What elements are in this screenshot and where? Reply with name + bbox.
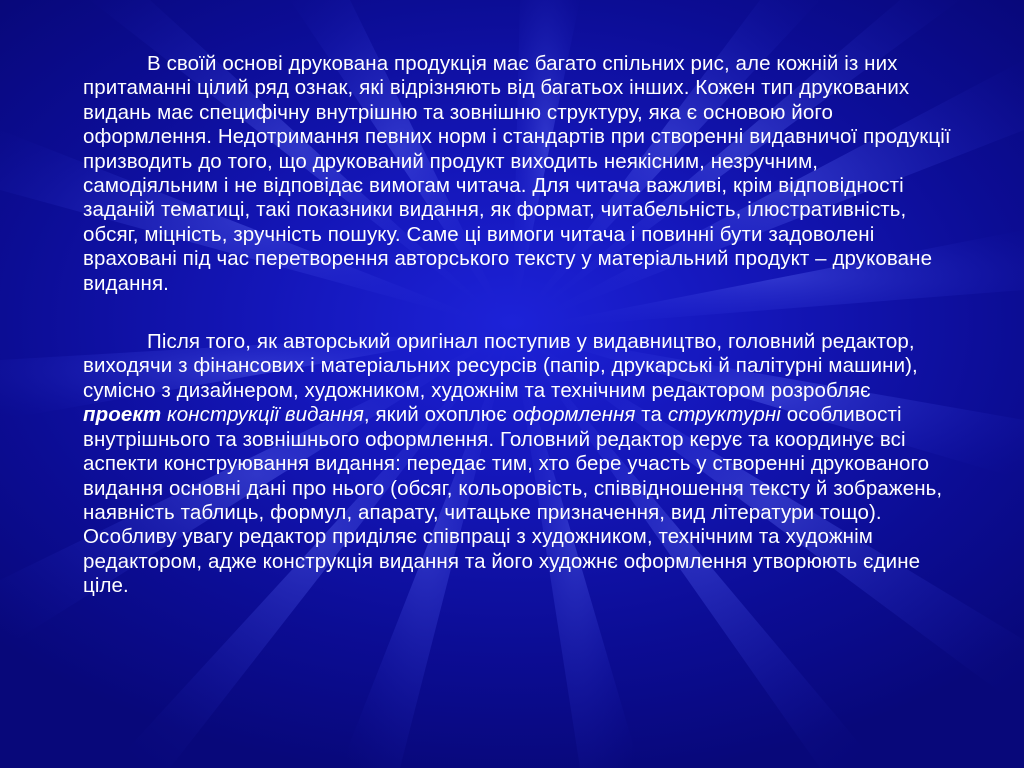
slide-body (83, 52, 953, 599)
term-konstruktsii-vydannia: конструкції видання (166, 403, 364, 427)
term-strukturni: структурні (667, 403, 781, 427)
paragraph-2-text-2: , який охоплює (363, 403, 513, 427)
paragraph-1: В своїй основі друкована продукція має багато спільних рис, але кожній із них притаманні цілий ряд ознак, які відрізняють від багатьох інших. Кожен тип друкованих видань має специфічну внутрішню та зовнішню структуру, яка є основою його оформлення. Недотримання певних норм і стандартів при створенні видавничої продукції призводить до того, що друкований продукт виходить неякісним, незручним, самодіяльним і не відповідає вимогам читача. Для читача важливі, крім відповідності заданій тематиці, такі показники видання, як формат, читабельність, ілюстративність, обсяг, міцність, зручність пошуку. Саме ці вимоги читача і повинні бути задоволені враховані під час перетворення авторського тексту у матеріальний продукт – друковане видання. (83, 52, 951, 295)
paragraph-2-text-1: Після того, як авторський оригінал поступив у видавництво, головний редактор, виходячи з фінансових і матеріальних ресурсів (папір, друкарські й палітурні машини), сумісно з дизайнером, художником, художнім та технічним редактором розробляє (83, 330, 918, 402)
paragraph-2 (83, 330, 953, 598)
paragraph-2-text-3: та (635, 403, 668, 427)
term-proekt: проект (83, 403, 162, 427)
paragraph-2-text-4: особливості внутрішнього та зовнішнього оформлення. Головний редактор керує та координує всі аспекти конструювання видання: передає тим, хто бере участь у створенні друкованого видання основні дані про нього (обсяг, кольоровість, співвідношення тексту й зображень, наявність таблиць, формул, апарату, читацьке призначення, вид літератури тощо). Особливу увагу редактор приділяє співпраці з художником, технічним та художнім редактором, адже конструкція видання та його художнє оформлення утворюють єдине ціле. (83, 403, 943, 598)
term-oformlennia: оформлення (512, 403, 636, 427)
